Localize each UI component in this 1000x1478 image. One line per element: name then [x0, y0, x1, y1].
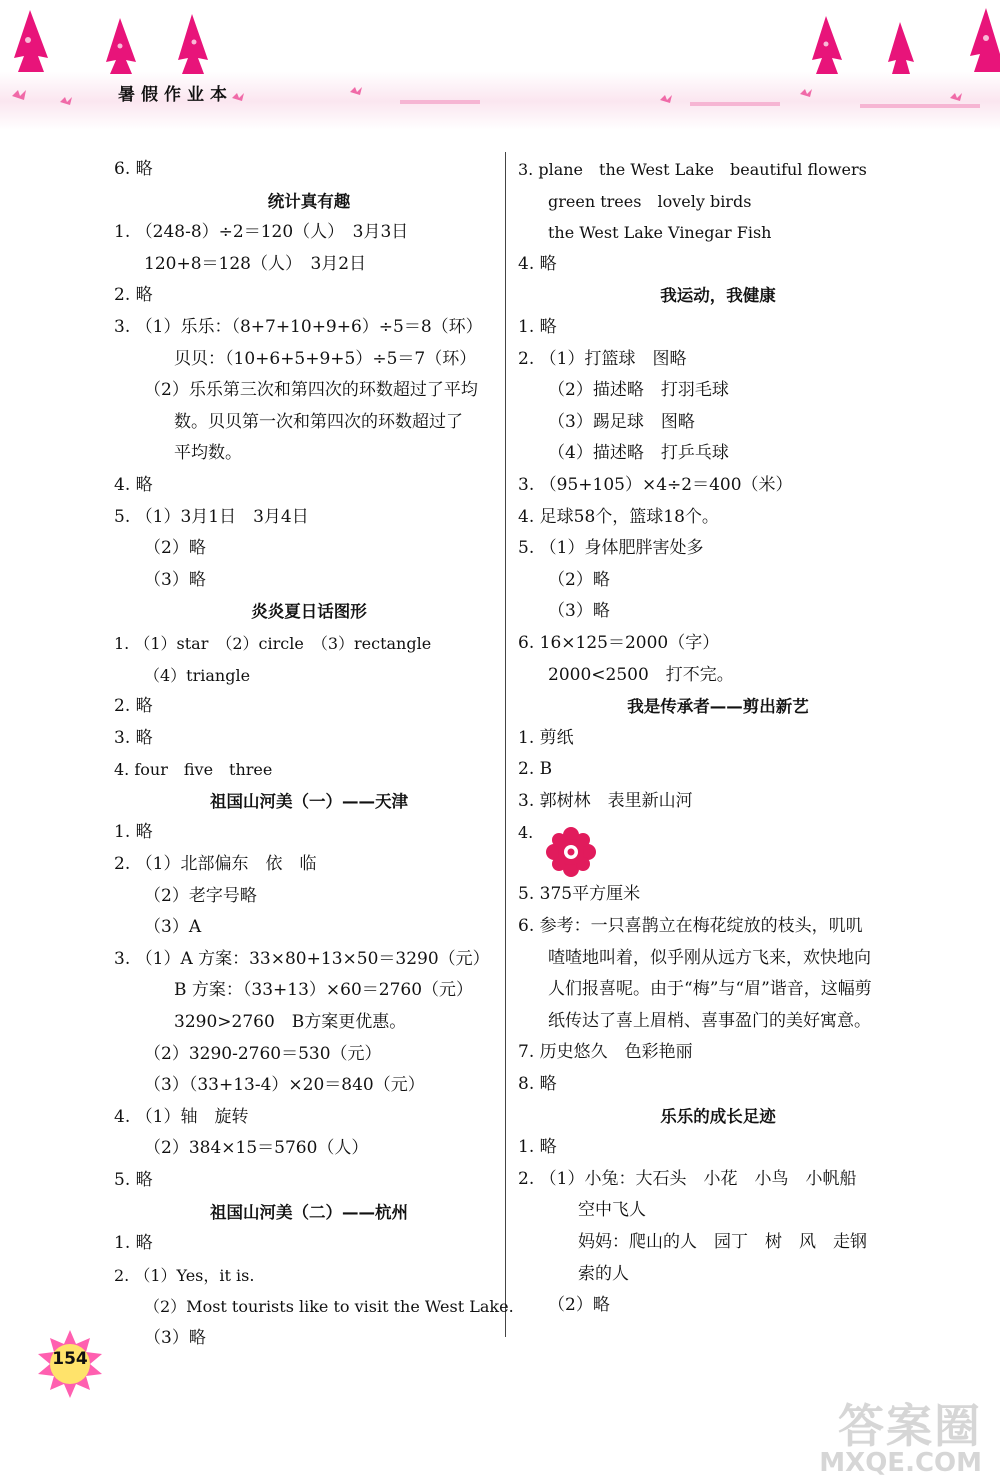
answer-line: 2000<2500 打不完。	[548, 664, 734, 685]
answer-line: 2. 略	[114, 285, 153, 306]
answer-line: 3. （1）A 方案：33×80+13×50＝3290（元）	[114, 948, 490, 969]
watermark-url: MXQE.COM	[819, 1448, 982, 1478]
answer-line: （4）triangle	[144, 665, 251, 685]
answer-line: 6. 参考：一只喜鹊立在梅花绽放的枝头，叽叽	[518, 916, 863, 937]
answer-line: （2）老字号略	[144, 885, 257, 906]
answer-line: （3）（33+13-4）×20＝840（元）	[144, 1075, 425, 1096]
answer-line: 5. 375平方厘米	[518, 884, 641, 905]
answer-line: 5. （1）3月1日 3月4日	[114, 506, 309, 527]
answer-line: （2）略	[548, 1295, 610, 1316]
answer-line: 2. 略	[114, 696, 153, 717]
answer-line: 贝贝：（10+6+5+9+5）÷5＝7（环）	[174, 348, 477, 369]
answer-line: （2）乐乐第三次和第四次的环数超过了平均	[144, 380, 478, 401]
watermark	[819, 1390, 982, 1478]
answer-line: 1. 略	[518, 316, 557, 337]
answer-line: （3）略	[144, 569, 206, 590]
answer-line: 2. B	[518, 759, 553, 780]
answer-line: 6. 略	[114, 159, 153, 179]
book-title: 暑假作业本	[118, 85, 233, 105]
section-heading: 祖国山河美（二）——杭州	[210, 1202, 408, 1222]
watermark-text: 答案圈	[838, 1399, 982, 1453]
answer-line: 人们报喜呢。由于“梅”与“眉”谐音，这幅剪	[548, 979, 872, 1000]
answer-line: 4. 足球58个，篮球18个。	[518, 506, 719, 527]
answer-line: 3. plane the West Lake beautiful flowers	[518, 160, 867, 179]
paper-cut-flower-icon	[546, 827, 596, 877]
answer-line: （3）踢足球 图略	[548, 411, 695, 432]
answer-line: 4. four five three	[114, 760, 273, 780]
answer-line: 3. （1）乐乐：（8+7+10+9+6）÷5＝8（环）	[114, 316, 483, 337]
answer-line: （2）略	[548, 569, 610, 590]
answer-line: （2）描述略 打羽毛球	[548, 380, 729, 401]
left-answer-column	[114, 154, 514, 1355]
tree-decoration-icon	[0, 0, 1000, 130]
answer-line: （3）略	[144, 1327, 206, 1348]
answer-line: 1. 略	[114, 822, 153, 843]
answer-line: 1. （248-8）÷2＝120（人） 3月3日	[114, 222, 409, 243]
answer-line: 120+8＝128（人） 3月2日	[144, 253, 367, 274]
answer-line: 5. （1）身体肥胖害处多	[518, 538, 704, 559]
answer-line: （2）3290-2760＝530（元）	[144, 1043, 382, 1064]
answer-line: the West Lake Vinegar Fish	[548, 223, 772, 243]
answer-line: （3）略	[548, 601, 610, 622]
answer-line	[518, 817, 918, 879]
answer-line: （3）A	[144, 917, 202, 938]
answer-line: 索的人	[578, 1263, 629, 1284]
answer-line: 4. （1）轴 旋转	[114, 1106, 249, 1127]
answer-line: 2. （1）打篮球 图略	[518, 348, 687, 369]
column-divider	[505, 152, 506, 1337]
answer-line: 2. （1）Yes，it is.	[114, 1265, 255, 1285]
answer-line: green trees lovely birds	[548, 191, 752, 211]
answer-line: （2）Most tourists like to visit the West Lake.	[144, 1297, 514, 1317]
answer-line: 6. 16×125＝2000（字）	[518, 632, 720, 653]
answer-line: 平均数。	[174, 443, 242, 464]
answer-line: （4）描述略 打乒乓球	[548, 443, 729, 464]
answer-line: B 方案：（33+13）×60＝2760（元）	[174, 980, 474, 1001]
page-header	[0, 0, 1000, 130]
answer-line: （2）略	[144, 538, 206, 559]
answer-line: 1. 剪纸	[518, 727, 574, 748]
answer-line: 2. （1）小兔：大石头 小花 小鸟 小帆船	[518, 1168, 857, 1189]
answer-line: 4. 略	[518, 253, 557, 274]
section-heading: 乐乐的成长足迹	[660, 1106, 776, 1126]
answer-line: 1. （1）star （2）circle （3）rectangle	[114, 633, 432, 653]
answer-line: 7. 历史悠久 色彩艳丽	[518, 1042, 693, 1063]
section-heading: 炎炎夏日话图形	[251, 602, 367, 622]
answer-line: 3. 略	[114, 727, 153, 748]
answer-line: 妈妈：爬山的人 园丁 树 风 走钢	[578, 1232, 867, 1252]
section-heading: 我是传承者——剪出新艺	[627, 697, 809, 717]
answer-line: 1. 略	[518, 1137, 557, 1158]
answer-line: 3. （95+105）×4÷2＝400（米）	[518, 474, 793, 495]
answer-line: 3. 郭树林 表里新山河	[518, 790, 693, 811]
answer-line: 空中飞人	[578, 1200, 646, 1221]
answer-line: 1. 略	[114, 1233, 153, 1254]
answer-line: 喳喳地叫着，似乎刚从远方飞来，欢快地向	[548, 947, 871, 968]
section-heading: 统计真有趣	[267, 191, 351, 211]
answer-line: 数。贝贝第一次和第四次的环数超过了	[174, 411, 463, 432]
answer-line: 4. 略	[114, 474, 153, 495]
page-number: 154	[52, 1349, 88, 1369]
answer-text: 4.	[518, 823, 534, 843]
answer-line: （2）384×15＝5760（人）	[144, 1138, 369, 1159]
answer-line: 2. （1）北部偏东 依 临	[114, 854, 317, 875]
section-heading: 祖国山河美（一）——天津	[210, 791, 408, 811]
section-heading: 我运动，我健康	[660, 286, 776, 306]
answer-line: 3290>2760 B方案更优惠。	[174, 1012, 407, 1033]
answer-line: 8. 略	[518, 1074, 557, 1095]
right-answer-column	[518, 154, 918, 1322]
answer-line: 纸传达了喜上眉梢、喜事盈门的美好寓意。	[548, 1010, 871, 1031]
answer-line: 5. 略	[114, 1170, 153, 1190]
